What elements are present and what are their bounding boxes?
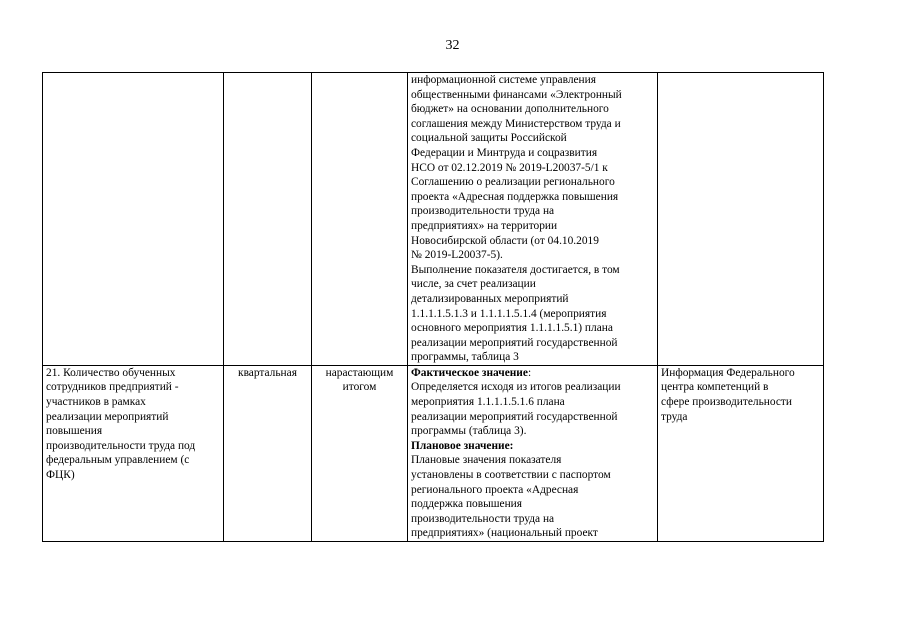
- value-type-line: нарастающим: [325, 366, 394, 379]
- value-type-cell: [312, 73, 408, 366]
- source-cell: [658, 365, 824, 541]
- page-number: 32: [445, 38, 460, 53]
- method-line: реализации мероприятий государственной: [411, 336, 618, 349]
- method-line: регионального проекта «Адресная: [411, 483, 579, 496]
- method-line: Федерации и Минтруда и соцразвития: [411, 146, 598, 159]
- method-line: Определяется исходя из итогов реализации: [411, 381, 621, 394]
- method-line: Соглашению о реализации регионального: [411, 176, 615, 189]
- method-line: программы, таблица 3: [411, 351, 519, 364]
- method-line: программы (таблица 3).: [411, 425, 527, 438]
- method-line: Плановые значения показателя: [411, 454, 562, 467]
- periodicity-cell: [224, 365, 312, 541]
- actual-value-heading: Фактическое значение: [411, 366, 528, 379]
- method-cell: [408, 365, 658, 541]
- indicator-line: производительности труда под: [46, 439, 196, 452]
- indicator-line: федеральным управлением (с: [46, 454, 190, 467]
- indicator-line: 21. Количество обученных: [46, 366, 176, 379]
- source-cell: [658, 73, 824, 366]
- method-line: Выполнение показателя достигается, в том: [411, 263, 620, 276]
- value-type-cell: [312, 365, 408, 541]
- indicator-cell: [43, 365, 224, 541]
- method-line: мероприятия 1.1.1.1.5.1.6 плана: [411, 396, 565, 409]
- method-cell: [408, 73, 658, 366]
- indicator-line: участников в рамках: [46, 396, 146, 409]
- source-line: сфере производительности: [661, 396, 792, 409]
- method-line: предприятиях» (национальный проект: [411, 527, 598, 540]
- method-line: производительности труда на: [411, 512, 555, 525]
- method-line: основного мероприятия 1.1.1.1.5.1) плана: [411, 322, 613, 335]
- method-line: соглашения между Министерством труда и: [411, 117, 621, 130]
- method-line: информационной системе управления: [411, 74, 596, 86]
- method-line: проекта «Адресная поддержка повышения: [411, 190, 619, 203]
- method-line: 1.1.1.1.5.1.3 и 1.1.1.1.5.1.4 (мероприятия: [411, 307, 607, 320]
- indicator-line: реализации мероприятий: [46, 410, 169, 423]
- method-line: НСО от 02.12.2019 № 2019-L20037-5/1 к: [411, 161, 608, 174]
- source-line: Информация Федерального: [661, 366, 795, 379]
- periodicity-cell: [224, 73, 312, 366]
- indicators-table: [42, 72, 824, 542]
- indicator-line: сотрудников предприятий -: [46, 381, 179, 394]
- method-line: Новосибирской области (от 04.10.2019: [411, 234, 599, 247]
- source-line: труда: [661, 410, 688, 423]
- method-line: № 2019-L20037-5).: [411, 249, 503, 262]
- actual-value-heading-line: [411, 366, 654, 381]
- value-type-line: итогом: [342, 381, 377, 394]
- indicator-line: ФЦК): [46, 469, 75, 482]
- method-line: реализации мероприятий государственной: [411, 410, 618, 423]
- actual-value-colon: :: [527, 366, 532, 379]
- method-line: бюджет» на основании дополнительного: [411, 103, 609, 116]
- periodicity-text: квартальная: [238, 366, 297, 379]
- method-line: производительности труда на: [411, 205, 555, 218]
- table-row: [43, 365, 824, 541]
- method-line: социальной защиты Российской: [411, 132, 567, 145]
- method-line: предприятиях» на территории: [411, 219, 558, 232]
- indicator-line: повышения: [46, 425, 103, 438]
- method-line: детализированных мероприятий: [411, 292, 569, 305]
- table-row: [43, 73, 824, 366]
- indicator-cell: [43, 73, 224, 366]
- source-line: центра компетенций в: [661, 381, 769, 394]
- method-line: установлены в соответствии с паспортом: [411, 469, 611, 482]
- method-line: поддержка повышения: [411, 498, 523, 511]
- method-line: общественными финансами «Электронный: [411, 88, 622, 101]
- planned-value-heading: Плановое значение:: [411, 439, 514, 452]
- method-line: числе, за счет реализации: [411, 278, 536, 291]
